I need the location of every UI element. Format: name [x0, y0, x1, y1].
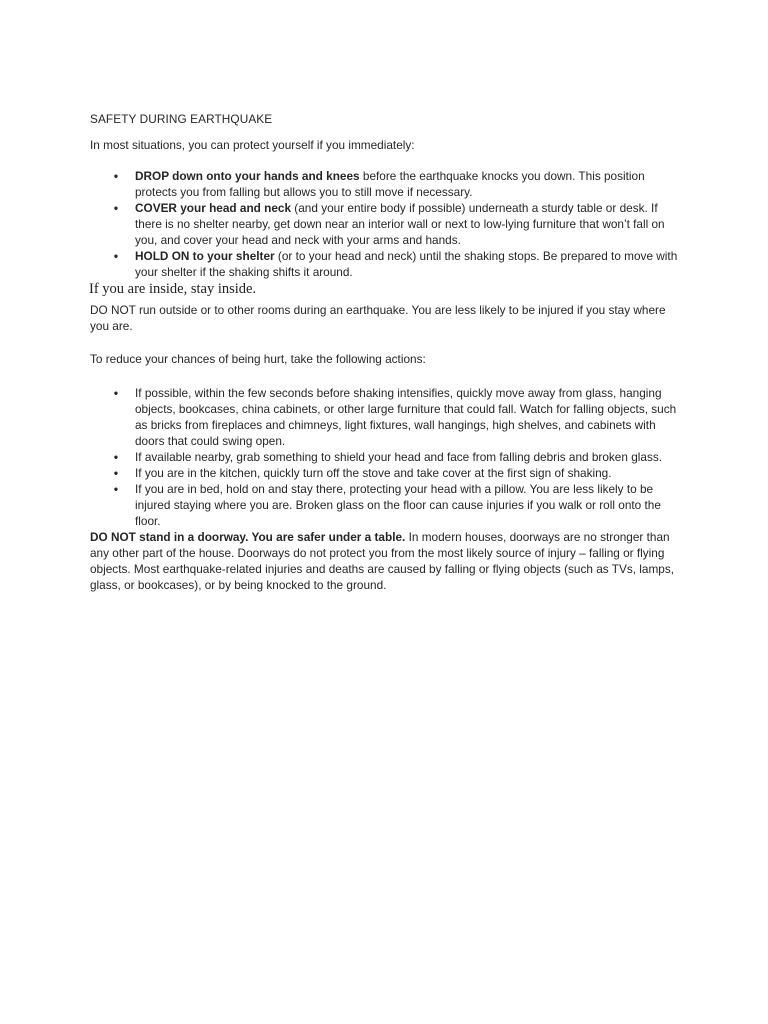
list-item-text: If you are in the kitchen, quickly turn off the stove and take cover at the first sign of shaking.: [135, 466, 612, 480]
bullet-icon: •: [113, 450, 119, 464]
list-item-bold: HOLD ON to your shelter: [135, 249, 275, 263]
list-item-text: If you are in bed, hold on and stay there, protecting your head with a pillow. You are less likely to be injured staying where you are. Broken glass on the floor can cause injuries if you walk or roll onto the floor.: [135, 482, 661, 528]
actions-list: [90, 385, 680, 529]
bullet-icon: •: [113, 386, 119, 400]
bullet-icon: •: [113, 482, 119, 496]
list-item: [90, 385, 680, 449]
list-item: [90, 465, 680, 481]
bullet-icon: •: [113, 466, 119, 480]
bullet-icon: •: [113, 201, 119, 215]
document-title: SAFETY DURING EARTHQUAKE: [90, 112, 273, 126]
document-body: [90, 111, 680, 593]
intro-text: In most situations, you can protect yourself if you immediately:: [90, 138, 415, 152]
list-item-text: If possible, within the few seconds before shaking intensifies, quickly move away from glass, hanging objects, bookcases, china cabinets, or other large furniture that could fall. Watch for falling objects, such as bricks from fireplaces and chimneys, light fixtures, wall hangings, high shelves, and cabinets with doors that could swing open.: [135, 386, 677, 448]
stay-inside-paragraph: DO NOT run outside or to other rooms during an earthquake. You are less likely to be injured if you stay where you are.: [90, 303, 666, 333]
list-item: [90, 449, 680, 465]
list-item-text: before the earthquake knocks you down. This position protects you from falling but allows you to still move if necessary.: [135, 169, 645, 199]
list-item-text: If available nearby, grab something to shield your head and face from falling debris and broken glass.: [135, 450, 663, 464]
protect-steps-list: [90, 168, 680, 280]
list-item-bold: DROP down onto your hands and knees: [135, 169, 360, 183]
closing-text: In modern houses, doorways are no stronger than any other part of the house. Doorways do not protect you from the most likely source of injury – falling or flying objects. Most earthquake-related injuries and deaths are caused by falling or flying objects (such as TVs, lamps, glass, or bookcases), or by being knocked to the ground.: [90, 530, 675, 592]
closing-bold-text: DO NOT stand in a doorway. You are safer under a table.: [90, 530, 406, 544]
closing-paragraph: [90, 529, 680, 593]
list-item-bold: COVER your head and neck: [135, 201, 292, 215]
list-item-text: (or to your head and neck) until the shaking stops. Be prepared to move with your shelter if the shaking shifts it around.: [135, 249, 678, 279]
bullet-icon: •: [113, 169, 119, 183]
list-item: [90, 200, 680, 248]
actions-intro-paragraph: To reduce your chances of being hurt, take the following actions:: [90, 352, 426, 366]
list-item: [90, 248, 680, 280]
list-item: [90, 481, 680, 529]
section-subheading: If you are inside, stay inside.: [89, 281, 257, 297]
bullet-icon: •: [113, 249, 119, 263]
list-item: [90, 168, 680, 200]
list-item-text: (and your entire body if possible) underneath a sturdy table or desk. If there is no shelter nearby, get down near an interior wall or next to low-lying furniture that won’t fall on you, and cover your head and neck with your arms and hands.: [135, 201, 665, 247]
